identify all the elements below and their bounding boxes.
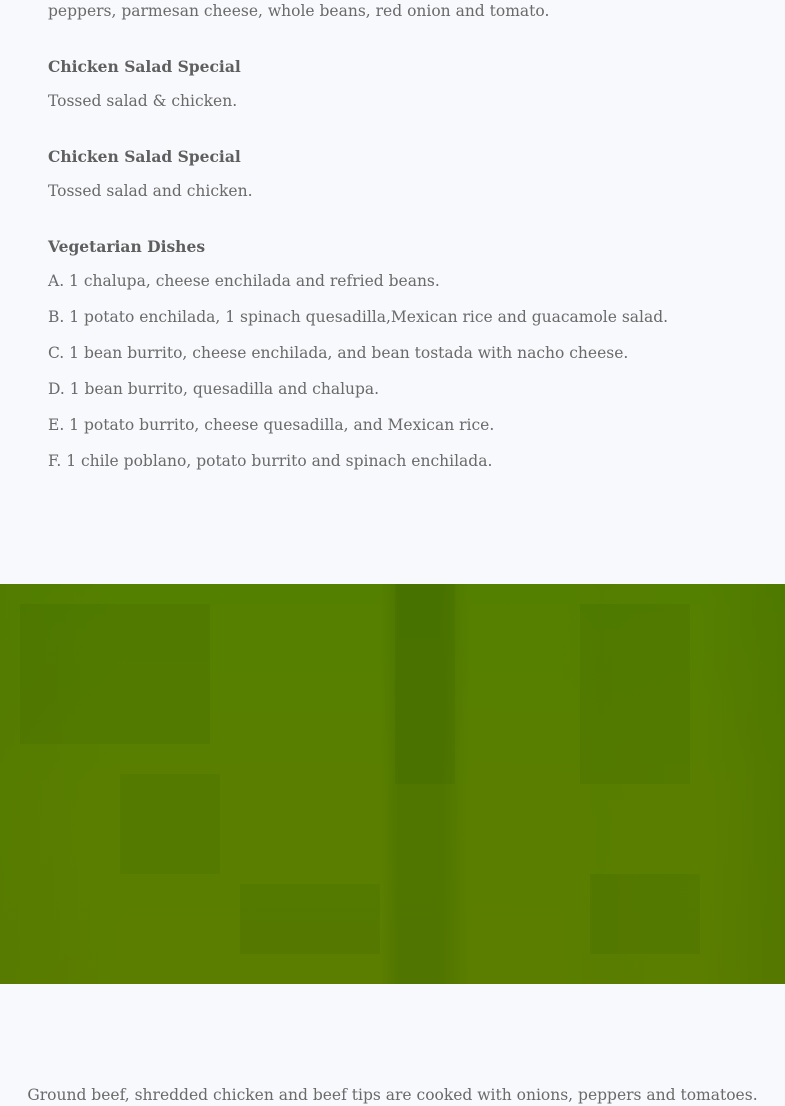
section-item: A. 1 chalupa, cheese enchilada and refried beans. — [48, 272, 440, 290]
section-item: C. 1 bean burrito, cheese enchilada, and bean tostada with nacho cheese. — [48, 344, 629, 362]
banner-texture — [580, 604, 690, 784]
section-item: Tossed salad and chicken. — [48, 182, 253, 200]
banner-texture — [20, 604, 210, 744]
section-item: F. 1 chile poblano, potato burrito and spinach enchilada. — [48, 452, 493, 470]
banner-texture — [240, 884, 380, 954]
menu-continued-line: peppers, parmesan cheese, whole beans, red onion and tomato. — [48, 2, 550, 20]
section-title-vegetarian: Vegetarian Dishes — [48, 237, 206, 256]
banner-texture — [590, 874, 700, 954]
section-title-chicken-salad-2: Chicken Salad Special — [48, 147, 241, 166]
section-item: D. 1 bean burrito, quesadilla and chalupa. — [48, 380, 380, 398]
section-title-chicken-salad-1: Chicken Salad Special — [48, 57, 241, 76]
section-item: Tossed salad & chicken. — [48, 92, 238, 110]
section-item: B. 1 potato enchilada, 1 spinach quesadilla,Mexican rice and guacamole salad. — [48, 308, 669, 326]
footer-description: Ground beef, shredded chicken and beef tips are cooked with onions, peppers and tomatoes. — [27, 1086, 758, 1104]
banner-texture — [120, 774, 220, 874]
banner-texture — [395, 584, 455, 784]
section-item: E. 1 potato burrito, cheese quesadilla, and Mexican rice. — [48, 416, 495, 434]
green-banner-image — [0, 584, 785, 984]
